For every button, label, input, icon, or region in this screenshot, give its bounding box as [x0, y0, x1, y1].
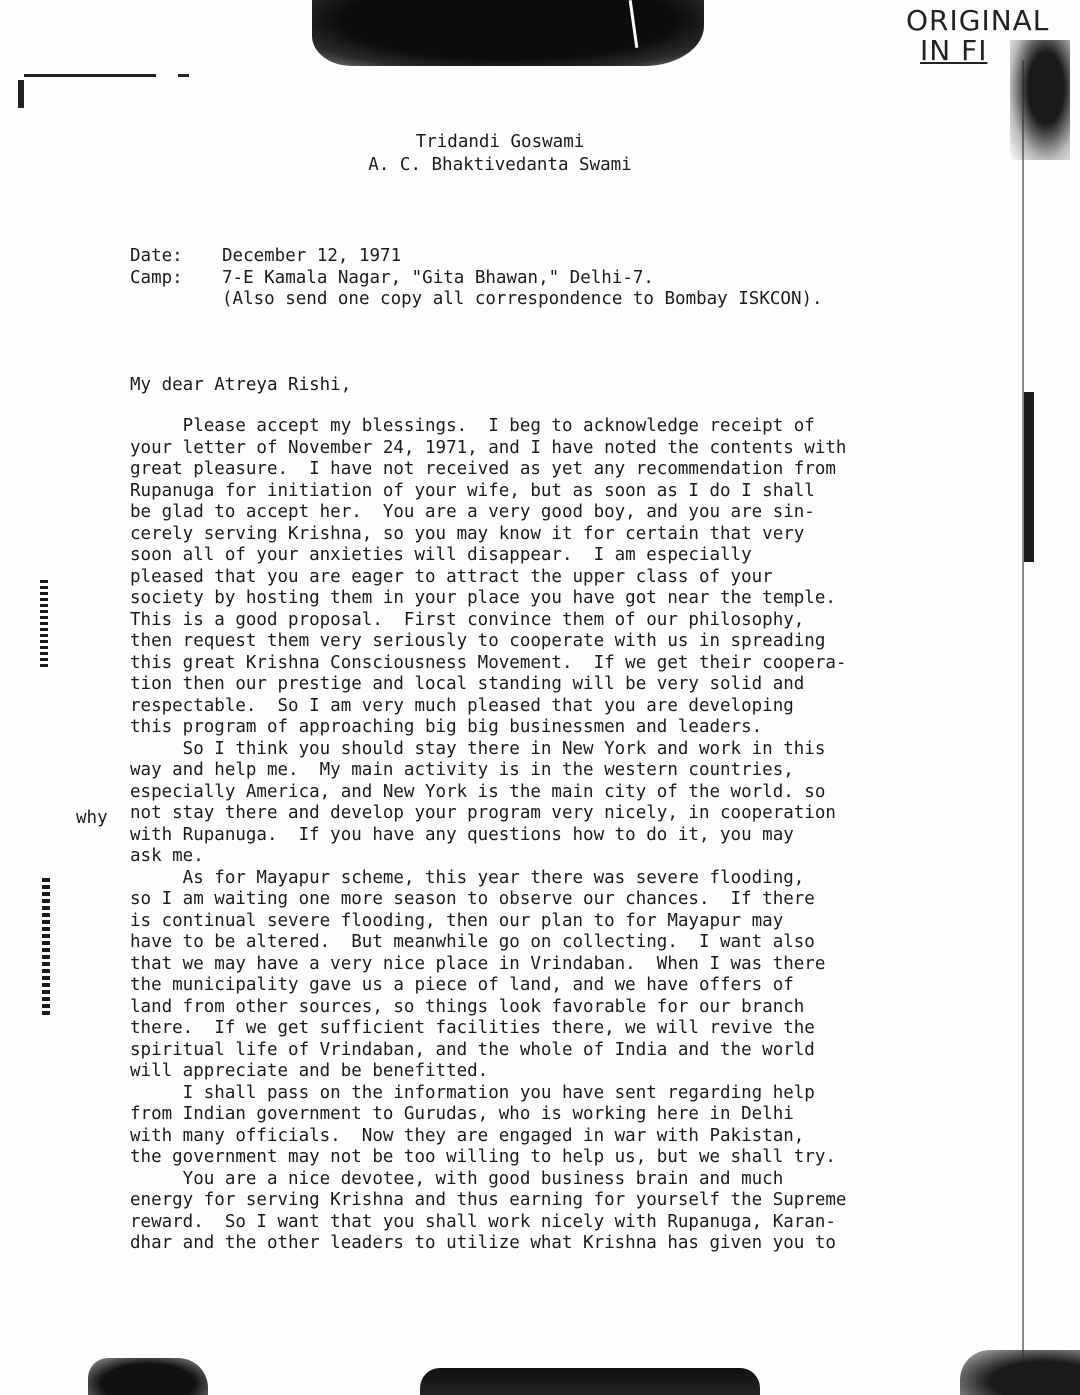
body-line: then request them very seriously to cooperate with us in spreading: [130, 631, 826, 651]
body-line: This is a good proposal. First convince them of our philosophy,: [130, 609, 805, 630]
body-line: is continual severe flooding, then our plan to for Mayapur may: [130, 910, 784, 931]
body-line: soon all of your anxieties will disappear. I am especially: [130, 545, 752, 565]
letter-body: [130, 416, 1030, 1255]
body-line: energy for serving Krishna and thus earning for yourself the Supreme: [130, 1190, 847, 1210]
body-line: that we may have a very nice place in Vrindaban. When I was there: [130, 953, 826, 974]
scan-mark-left: [18, 80, 24, 108]
body-line: so I am waiting one more season to observe our chances. If there: [130, 889, 815, 909]
body-line: As for Mayapur scheme, this year there was severe flooding,: [130, 867, 805, 888]
letterhead-name: A. C. Bhaktivedanta Swami: [368, 155, 632, 175]
scan-blot-bottom-left: [88, 1358, 208, 1395]
body-line: great pleasure. I have not received as yet any recommendation from: [130, 459, 836, 479]
body-line: reward. So I want that you shall work nicely with Rupanuga, Karan-: [130, 1211, 836, 1232]
body-line: will appreciate and be benefitted.: [130, 1061, 489, 1081]
body-line: cerely serving Krishna, so you may know it for certain that very: [130, 523, 805, 544]
body-line: Please accept my blessings. I beg to acknowledge receipt of: [130, 416, 815, 436]
scan-blot-bottom: [420, 1368, 760, 1395]
body-line: pleased that you are eager to attract the upper class of your: [130, 566, 773, 587]
body-line: ask me.: [130, 846, 204, 866]
scan-blot-bottom-right: [960, 1350, 1080, 1395]
body-line: So I think you should stay there in New York and work in this: [130, 738, 826, 759]
body-line: the municipality gave us a piece of land, and we have offers of: [130, 975, 794, 995]
body-line: from Indian government to Gurudas, who is working here in Delhi: [130, 1104, 794, 1124]
stamp-line-1: ORIGINAL: [906, 4, 1050, 37]
scan-bar-left-1: [40, 580, 48, 670]
body-line: respectable. So I am very much pleased that you are developing: [130, 695, 794, 716]
body-line: the government may not be too willing to help us, but we shall try.: [130, 1147, 836, 1167]
correspondence-note: (Also send one copy all correspondence to Bombay ISKCON).: [222, 289, 823, 309]
date-label: Date:: [130, 246, 183, 266]
body-line: with Rupanuga. If you have any questions how to do it, you may: [130, 824, 794, 845]
body-line: have to be altered. But meanwhile go on collecting. I want also: [130, 932, 815, 952]
body-line: this program of approaching big big businessmen and leaders.: [130, 717, 763, 737]
body-line: You are a nice devotee, with good business brain and much: [130, 1168, 784, 1189]
body-line: society by hosting them in your place you have got near the temple.: [130, 588, 836, 608]
body-line: especially America, and New York is the main city of the world. so: [130, 781, 826, 802]
body-line: dhar and the other leaders to utilize what Krishna has given you to: [130, 1233, 836, 1253]
camp-line: [130, 267, 654, 289]
scan-bar-left-2: [42, 878, 50, 1018]
margin-note: why: [76, 808, 108, 828]
body-line: land from other sources, so things look favorable for our branch: [130, 996, 805, 1017]
body-line: tion then our prestige and local standing will be very solid and: [130, 674, 805, 694]
date-line: [130, 245, 401, 267]
body-line: with many officials. Now they are engaged in war with Pakistan,: [130, 1125, 805, 1146]
body-line: spiritual life of Vrindaban, and the whole of India and the world: [130, 1039, 815, 1060]
original-in-file-stamp: [906, 6, 1049, 66]
salutation: My dear Atreya Rishi,: [130, 375, 352, 395]
body-line: be glad to accept her. You are a very good boy, and you are sin-: [130, 502, 815, 522]
body-line: not stay there and develop your program very nicely, in cooperation: [130, 803, 836, 823]
letterhead-title: Tridandi Goswami: [415, 132, 585, 152]
camp-label: Camp:: [130, 268, 183, 288]
body-line: this great Krishna Consciousness Movement. If we get their coopera-: [130, 652, 847, 673]
stamp-line-2: IN FI: [920, 34, 988, 67]
body-line: Rupanuga for initiation of your wife, but as soon as I do I shall: [130, 480, 815, 501]
body-line: way and help me. My main activity is in the western countries,: [130, 760, 794, 780]
body-line: I shall pass on the information you have sent regarding help: [130, 1082, 815, 1103]
body-line: your letter of November 24, 1971, and I have noted the contents with: [130, 437, 847, 458]
body-line: there. If we get sufficient facilities there, we will revive the: [130, 1018, 815, 1038]
scan-blot-top: [312, 0, 704, 66]
date-value: December 12, 1971: [222, 246, 402, 266]
scan-dash-top-left: [24, 74, 244, 77]
camp-value: 7-E Kamala Nagar, "Gita Bhawan," Delhi-7.: [222, 268, 654, 288]
